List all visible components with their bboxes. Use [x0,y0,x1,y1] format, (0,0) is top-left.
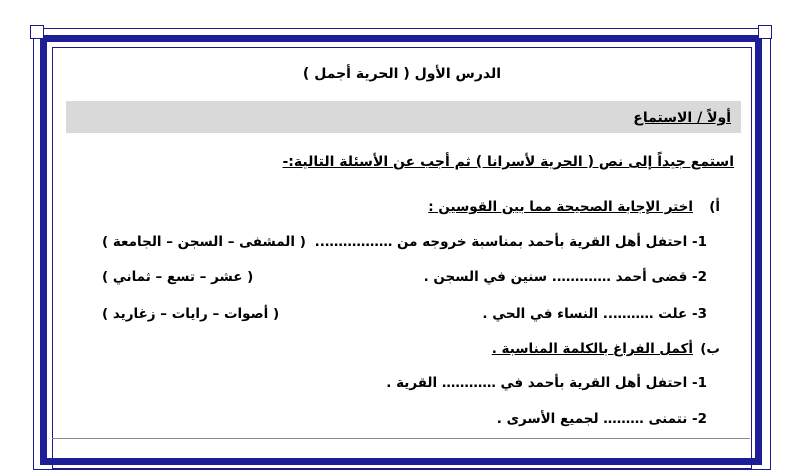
part-b-marker: ب) [700,341,720,357]
part-b-question-1: 1- احتفل أهل القرية بأحمد في ………… القرية . [386,375,707,391]
part-a-marker: أ) [709,199,720,215]
lesson-title: الدرس الأول ( الحرية أجمل ) [302,66,502,82]
part-a-options-1: ( المشفى – السجن – الجامعة ) [102,234,306,250]
part-a-options-3: ( أصوات – رايات – زغاريد ) [102,306,280,322]
corner-ornament-top-right [758,25,772,39]
part-a-question-3: 3- علت ……….. النساء في الحي . [482,306,707,322]
part-a-options-2: ( عشر – تسع – ثماني ) [102,269,254,285]
part-a-heading: اختر الإجابة الصحيحة مما بين القوسين : [428,199,693,215]
bottom-divider [52,438,750,439]
corner-ornament-top-left [30,25,44,39]
section-heading: أولاً / الاستماع [633,110,731,126]
part-a-question-1: 1- احتفل أهل القرية بأحمد بمناسبة خروجه من …………….. [314,234,707,250]
part-a-question-2: 2- قضى أحمد …………. سنين في السجن . [423,269,707,285]
part-b-question-2: 2- نتمنى ……… لجميع الأسرى . [496,411,707,427]
listening-instruction: استمع جيداً إلى نص ( الحرية لأسرانا ) ثم أجب عن الأسئلة التالية:- [282,154,734,170]
part-b-heading: أكمل الفراغ بالكلمة المناسبة . [491,341,693,357]
